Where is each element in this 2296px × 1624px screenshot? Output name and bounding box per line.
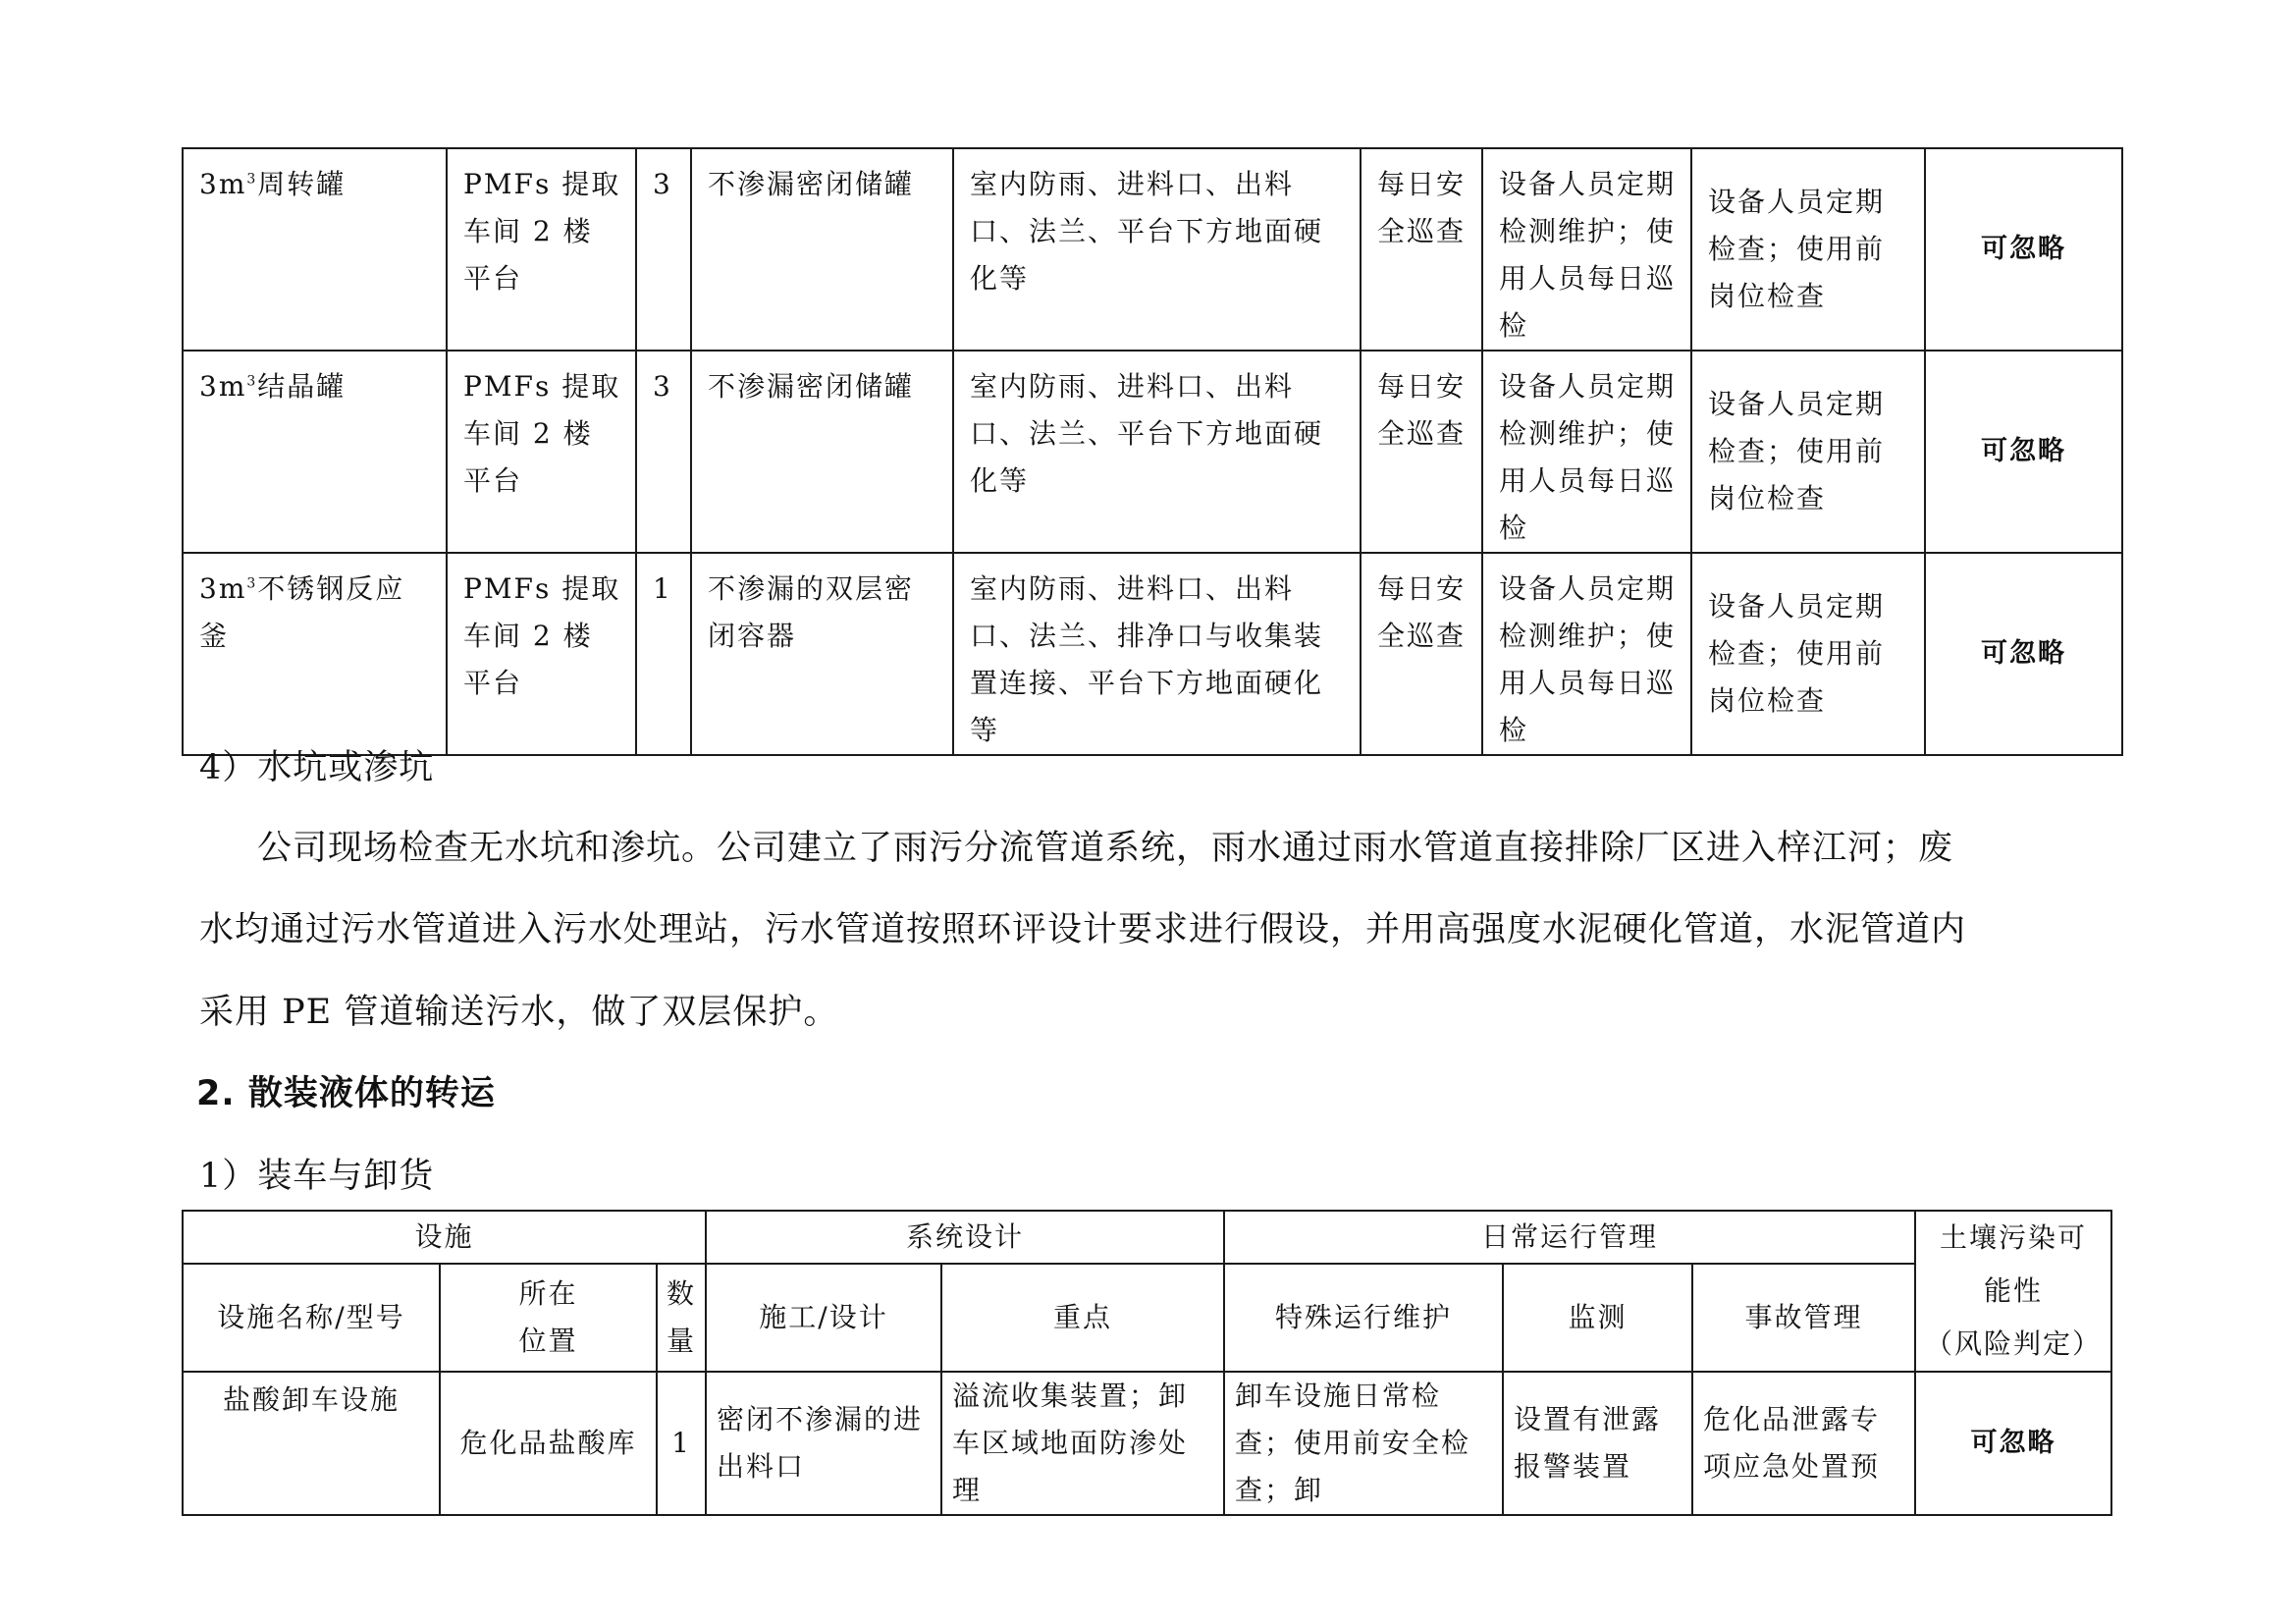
key-points-cell: 室内防雨、进料口、出料口、法兰、排净口与收集装置连接、平台下方地面硬化等 bbox=[953, 553, 1361, 755]
location-cell: PMFs 提取车间 2 楼平台 bbox=[447, 553, 636, 755]
col-location: 所在 位置 bbox=[440, 1264, 657, 1372]
group-header-daily-operations: 日常运行管理 bbox=[1224, 1211, 1915, 1264]
section-4-heading: 4）水坑或渗坑 bbox=[199, 748, 435, 787]
design-cell: 不渗漏密闭储罐 bbox=[691, 351, 953, 553]
group-header-system-design: 系统设计 bbox=[706, 1211, 1224, 1264]
inspection-cell: 每日安全巡查 bbox=[1361, 553, 1482, 755]
facility-name-cell: $3m^3$周转罐 bbox=[183, 148, 447, 351]
facility-name-cell: $3m^3$不锈钢反应釜 bbox=[183, 553, 447, 755]
quantity-cell: 3 bbox=[636, 351, 691, 553]
key-points-cell: 室内防雨、进料口、出料口、法兰、平台下方地面硬化等 bbox=[953, 148, 1361, 351]
quantity-cell: 1 bbox=[636, 553, 691, 755]
col-quantity: 数 量 bbox=[657, 1264, 706, 1372]
table-row bbox=[183, 553, 2122, 755]
col-key-points: 重点 bbox=[941, 1264, 1224, 1372]
col-construction-design: 施工/设计 bbox=[706, 1264, 941, 1372]
table-row bbox=[183, 148, 2122, 351]
storage-tanks-table bbox=[182, 147, 2123, 756]
facility-name-cell: 盐酸卸车设施 bbox=[183, 1372, 440, 1515]
risk-judgement-cell: 可忽略 bbox=[1925, 351, 2122, 553]
table-row bbox=[183, 351, 2122, 553]
group-header-facility: 设施 bbox=[183, 1211, 706, 1264]
subsection-1-heading: 1）装车与卸货 bbox=[199, 1157, 435, 1196]
paragraph-line: 水均通过污水管道进入污水处理站，污水管道按照环评设计要求进行假设，并用高强度水泥硬化管道，水泥管道内 bbox=[199, 910, 1967, 949]
accident-management-cell: 设备人员定期检查；使用前岗位检查 bbox=[1691, 148, 1925, 351]
accident-management-cell: 危化品泄露专项应急处置预 bbox=[1692, 1372, 1915, 1515]
special-maintenance-cell: 卸车设施日常检查；使用前安全检查；卸 bbox=[1224, 1372, 1503, 1515]
key-points-cell: 溢流收集装置；卸车区域地面防渗处理 bbox=[941, 1372, 1224, 1515]
risk-header: 土壤污染可 能性 （风险判定） bbox=[1915, 1211, 2111, 1372]
quantity-cell: 1 bbox=[657, 1372, 706, 1515]
accident-management-cell: 设备人员定期检查；使用前岗位检查 bbox=[1691, 351, 1925, 553]
quantity-cell: 3 bbox=[636, 148, 691, 351]
paragraph-line: 采用 PE 管道输送污水，做了双层保护。 bbox=[199, 993, 839, 1032]
risk-judgement-cell: 可忽略 bbox=[1915, 1372, 2111, 1515]
maintenance-cell: 设备人员定期检测维护；使用人员每日巡检 bbox=[1482, 351, 1691, 553]
col-accident-management: 事故管理 bbox=[1692, 1264, 1915, 1372]
accident-management-cell: 设备人员定期检查；使用前岗位检查 bbox=[1691, 553, 1925, 755]
location-cell: PMFs 提取车间 2 楼平台 bbox=[447, 148, 636, 351]
col-monitoring: 监测 bbox=[1503, 1264, 1692, 1372]
loading-unloading-table bbox=[182, 1210, 2112, 1516]
col-facility-name: 设施名称/型号 bbox=[183, 1264, 440, 1372]
col-special-maintenance: 特殊运行维护 bbox=[1224, 1264, 1503, 1372]
risk-judgement-cell: 可忽略 bbox=[1925, 148, 2122, 351]
location-cell: 危化品盐酸库 bbox=[440, 1372, 657, 1515]
monitoring-cell: 设置有泄露报警装置 bbox=[1503, 1372, 1692, 1515]
inspection-cell: 每日安全巡查 bbox=[1361, 351, 1482, 553]
inspection-cell: 每日安全巡查 bbox=[1361, 148, 1482, 351]
maintenance-cell: 设备人员定期检测维护；使用人员每日巡检 bbox=[1482, 148, 1691, 351]
risk-judgement-cell: 可忽略 bbox=[1925, 553, 2122, 755]
key-points-cell: 室内防雨、进料口、出料口、法兰、平台下方地面硬化等 bbox=[953, 351, 1361, 553]
design-cell: 不渗漏密闭储罐 bbox=[691, 148, 953, 351]
design-cell: 不渗漏的双层密闭容器 bbox=[691, 553, 953, 755]
location-cell: PMFs 提取车间 2 楼平台 bbox=[447, 351, 636, 553]
maintenance-cell: 设备人员定期检测维护；使用人员每日巡检 bbox=[1482, 553, 1691, 755]
section-2-heading: 2. 散装液体的转运 bbox=[196, 1074, 496, 1113]
table-row bbox=[183, 1372, 2111, 1515]
facility-name-cell: $3m^3$结晶罐 bbox=[183, 351, 447, 553]
paragraph-line: 公司现场检查无水坑和渗坑。公司建立了雨污分流管道系统，雨水通过雨水管道直接排除厂区进入梓江河；废 bbox=[257, 829, 1954, 868]
table-header-row bbox=[183, 1264, 2111, 1372]
construction-cell: 密闭不渗漏的进出料口 bbox=[706, 1372, 941, 1515]
table-group-header-row bbox=[183, 1211, 2111, 1264]
